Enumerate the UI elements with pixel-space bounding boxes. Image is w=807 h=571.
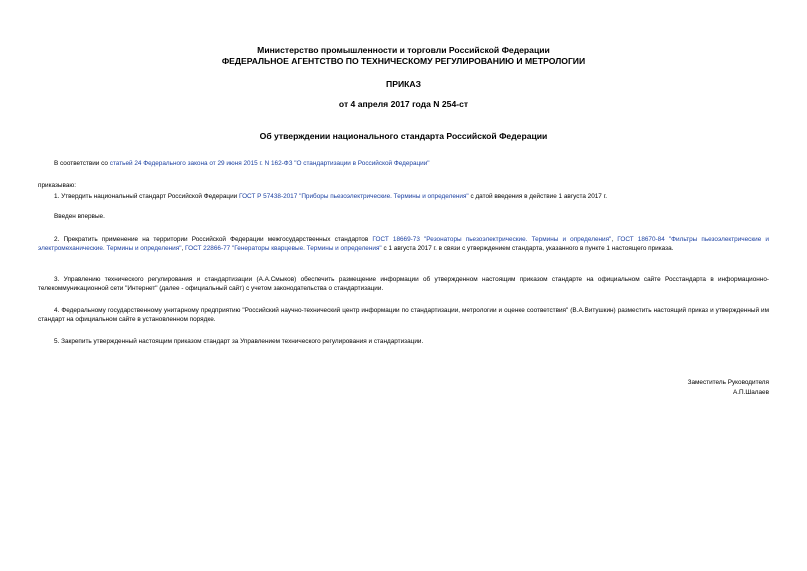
gost-18669-link[interactable]: ГОСТ 18669-73 "Резонаторы пьезоэлектрические. Термины и определения" xyxy=(372,236,612,243)
doc-title: Об утверждении национального стандарта Российской Федерации xyxy=(259,131,548,141)
item-2-post: с 1 августа 2017 г. в связи с утверждением стандарта, указанного в пункте 1 настоящего приказа. xyxy=(381,244,674,252)
intro-prefix: В соответствии со xyxy=(54,160,110,167)
intro-paragraph xyxy=(54,160,769,169)
gost-57438-link[interactable]: ГОСТ Р 57438-2017 "Приборы пьезоэлектрические. Термины и определения" xyxy=(238,193,469,200)
introduced-first: Введен впервые. xyxy=(54,213,105,220)
item-5: 5. Закрепить утвержденный настоящим приказом стандарт за Управлением технического регулирования и стандартизации. xyxy=(54,338,424,345)
item-2-separator: , xyxy=(611,236,618,243)
item-2 xyxy=(38,236,769,254)
signatory-position: Заместитель Руководителя xyxy=(687,379,769,386)
signatory-name: А.П.Шалаев xyxy=(732,389,769,396)
item-1-post: с датой введения в действие 1 августа 2017 г. xyxy=(468,193,607,200)
item-1 xyxy=(54,193,769,202)
gost-22866-link[interactable]: ГОСТ 22866-77 "Генераторы кварцевые. Термины и определения" xyxy=(185,244,382,252)
agency-heading: ФЕДЕРАЛЬНОЕ АГЕНТСТВО ПО ТЕХНИЧЕСКОМУ РЕГУЛИРОВАНИЮ И МЕТРОЛОГИИ xyxy=(221,56,586,66)
law-link[interactable]: статьей 24 Федерального закона от 29 июня 2015 г. N 162-ФЗ "О стандартизации в Российской Федерации" xyxy=(109,160,430,167)
item-4: 4. Федеральному государственному унитарному предприятию "Российский научно-технический центр информации по стандартизации, метрологии и оценке соответствия" (В.А.Витушкин) разместить настоящий приказ и утвержденный им стандарт на официальном сайте в установленном порядке. xyxy=(38,307,769,323)
item-3: 3. Управлению технического регулирования и стандартизации (А.А.Смыков) обеспечить размещение информации об утвержденном настоящим приказом стандарте на официальном сайте Росстандарта в информационно-телекоммуникационной сети "Интернет" (далее - официальный сайт) с учетом законодательства о стандартизации. xyxy=(38,276,769,292)
item-1-pre: 1. Утвердить национальный стандарт Российской Федерации xyxy=(54,193,239,200)
item-2-pre: 2. Прекратить применение на территории Российской Федерации межгосударственных стандартов xyxy=(54,236,373,243)
doc-date: от 4 апреля 2017 года N 254-ст xyxy=(338,99,469,109)
ministry-heading: Министерство промышленности и торговли Российской Федерации xyxy=(257,45,550,55)
gost-18670-link[interactable]: ГОСТ 18670-84 "Фильтры пьезоэлектрические и электромеханические. Термины и определения" xyxy=(38,236,769,252)
doc-type: ПРИКАЗ xyxy=(386,79,421,89)
order-word: приказываю: xyxy=(38,182,76,189)
item-2-separator: , xyxy=(181,244,186,252)
